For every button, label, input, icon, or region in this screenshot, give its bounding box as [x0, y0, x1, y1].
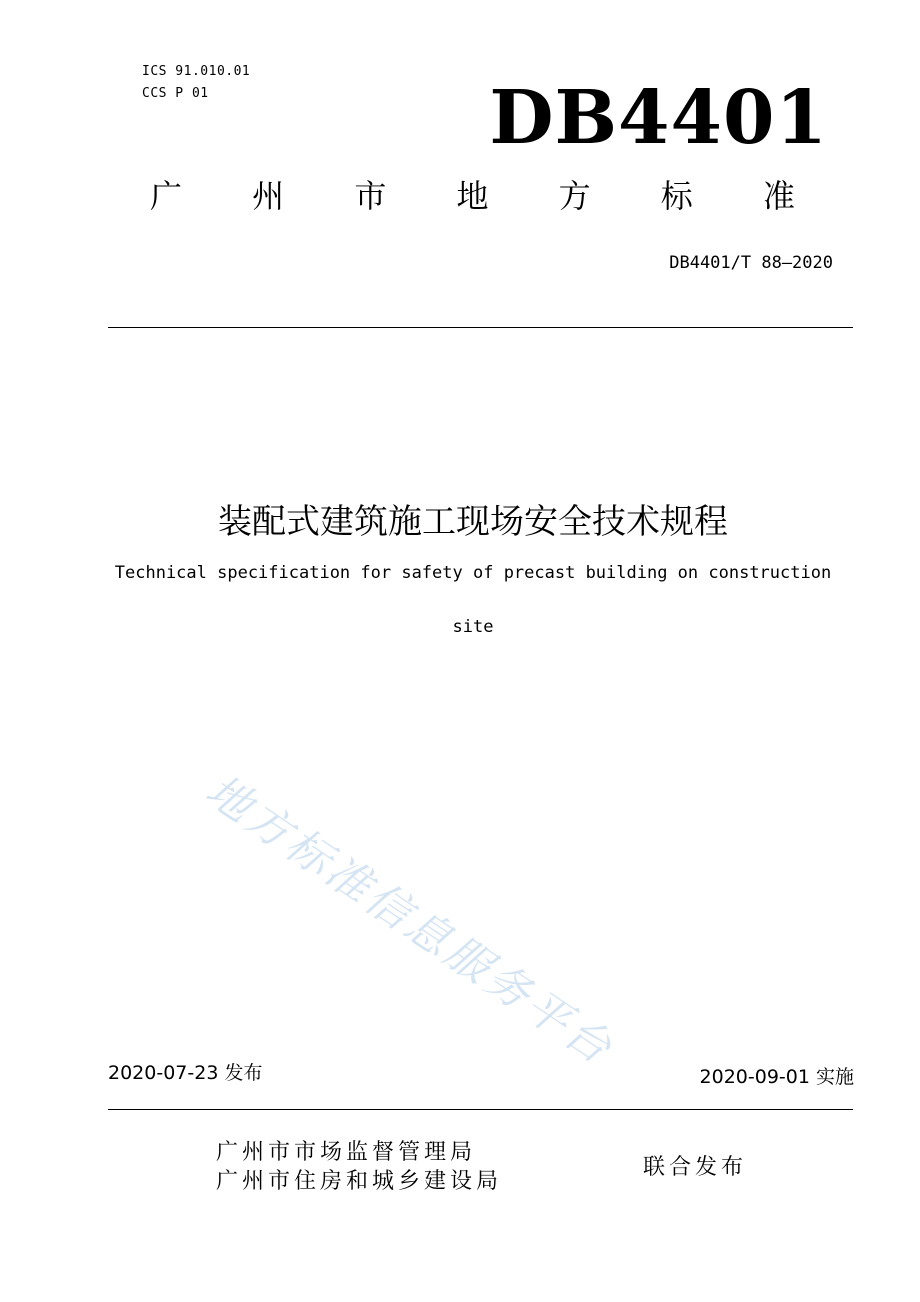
publishers [216, 1138, 502, 1196]
local-standard-char: 准 [762, 177, 795, 215]
implementation-date: 2020-09-01 实施 [699, 1066, 854, 1088]
local-standard-char: 方 [558, 177, 591, 215]
watermark: 地方标准信息服务平台 [196, 765, 623, 1076]
local-standard-char: 州 [252, 177, 285, 215]
title-english-line1: Technical specification for safety of precast building on construction [114, 563, 832, 583]
local-standard-char: 地 [456, 177, 489, 215]
local-standard-char: 市 [354, 177, 387, 215]
issue-date: 2020-07-23 发布 [108, 1062, 263, 1084]
publisher: 广州市住房和城乡建设局 [216, 1169, 503, 1194]
local-standard-heading [150, 176, 795, 216]
ccs-code: CCS P 01 [142, 86, 209, 101]
top-divider [108, 327, 853, 328]
standard-number: DB4401/T 88—2020 [669, 253, 833, 273]
db-code: DB4401 [489, 75, 828, 161]
joint-release-label: 联合发布 [643, 1155, 748, 1180]
local-standard-char: 广 [150, 177, 183, 215]
title-chinese: 装配式建筑施工现场安全技术规程 [218, 502, 728, 542]
title-english-line2: site [452, 617, 494, 637]
publisher: 广州市市场监督管理局 [216, 1140, 477, 1165]
local-standard-char: 标 [660, 177, 693, 215]
ics-code: ICS 91.010.01 [142, 64, 251, 79]
bottom-divider [108, 1109, 853, 1110]
